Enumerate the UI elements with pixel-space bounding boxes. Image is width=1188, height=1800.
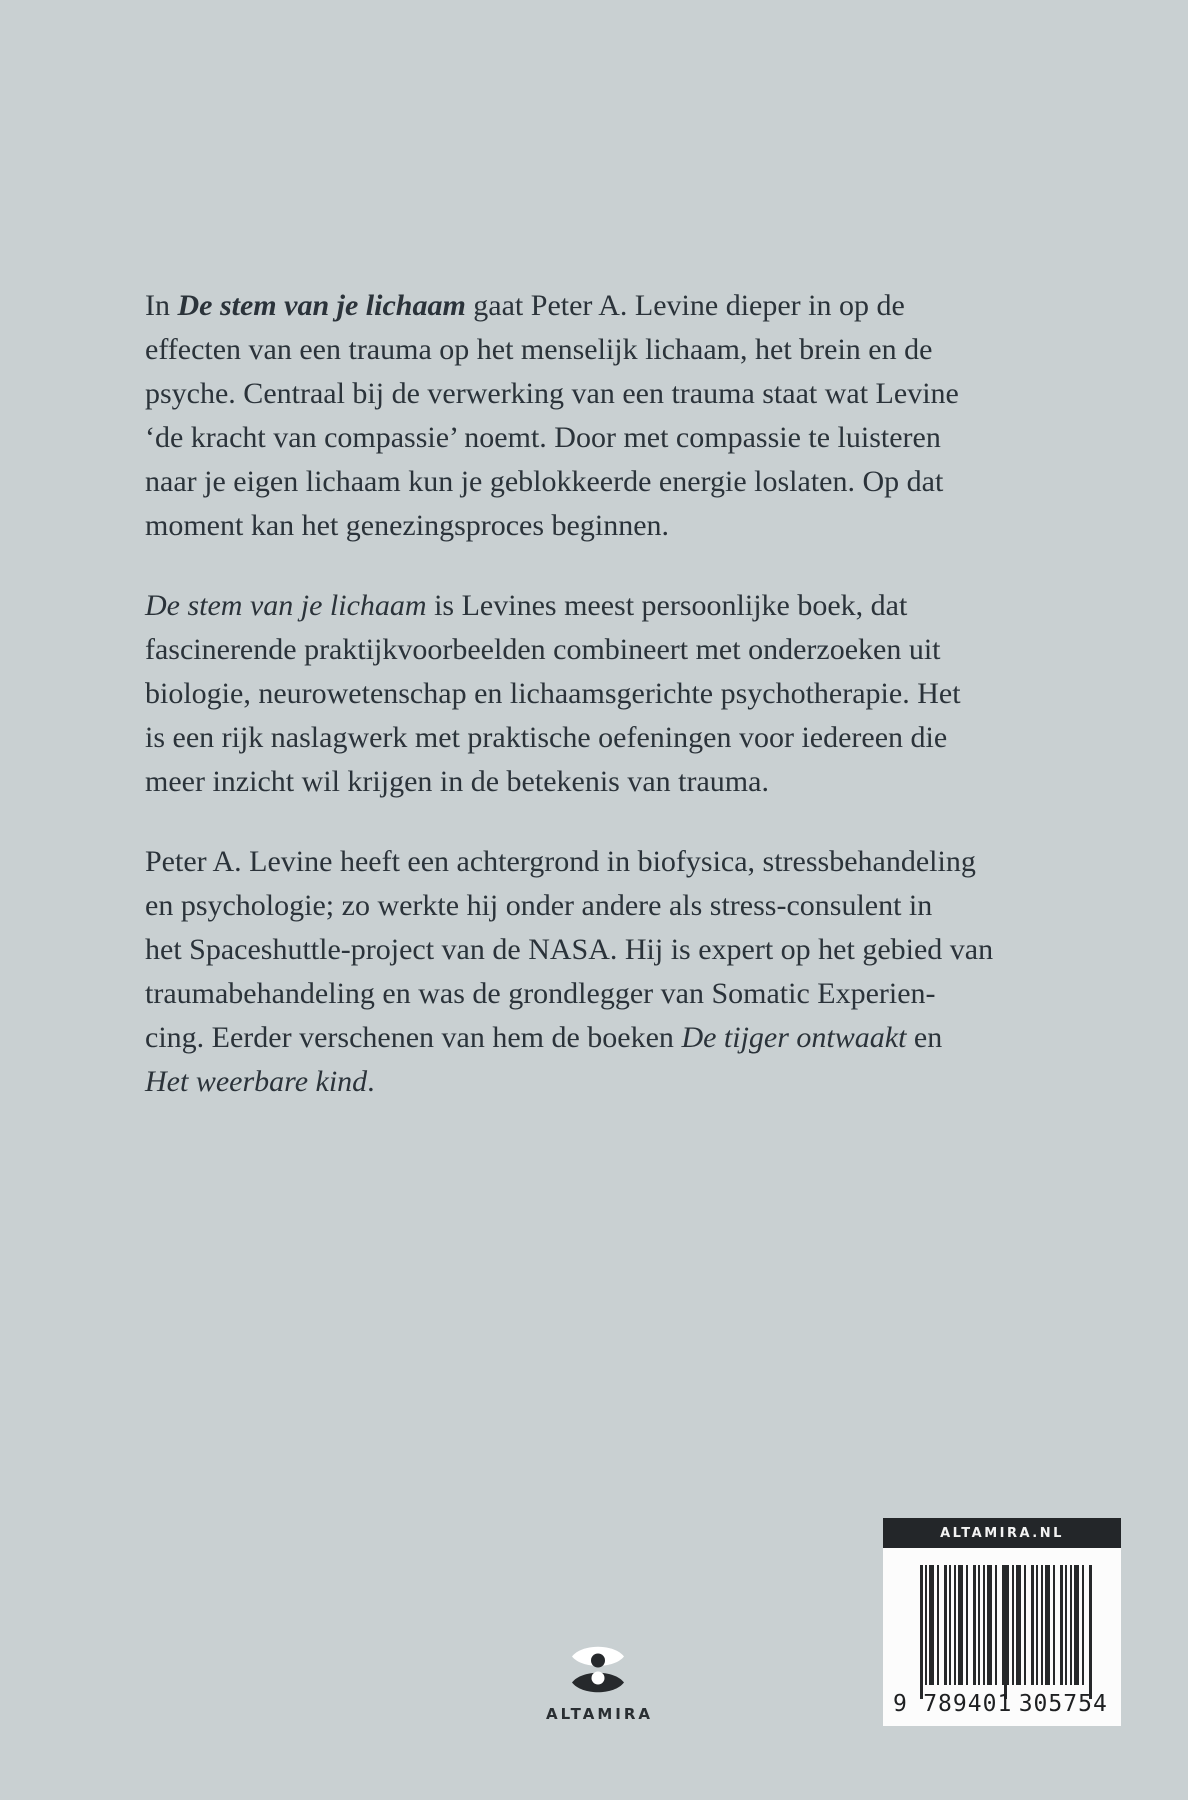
- text-line: traumabehandeling en was de grondlegger van Somatic Experien-: [145, 977, 936, 1010]
- text-line: ‘de kracht van compassie’ noemt. Door met compassie te luisteren: [145, 421, 941, 454]
- book-title-italic: De stem van je lichaam: [145, 589, 427, 622]
- publisher-url-band: ALTAMIRA.NL: [883, 1518, 1121, 1548]
- text-line: fascinerende praktijkvoorbeelden combineert met onderzoeken uit: [145, 633, 941, 666]
- text-line: is een rijk naslagwerk met praktische oefeningen voor iedereen die: [145, 721, 948, 754]
- isbn-digit-group: 305754: [1018, 1691, 1108, 1717]
- back-cover-text: [145, 284, 1105, 1140]
- isbn-digits: [893, 1691, 1111, 1717]
- text-line: [145, 584, 1105, 628]
- barcode-guard-bar: [1089, 1565, 1092, 1699]
- paragraph-2: [145, 584, 1105, 804]
- paragraph-3: [145, 840, 1105, 1104]
- publisher-logo: [518, 1643, 678, 1723]
- text-line: het Spaceshuttle-project van de NASA. Hij is expert op het gebied van: [145, 933, 994, 966]
- text-line: psyche. Centraal bij de verwerking van een trauma staat wat Levine: [145, 377, 959, 410]
- text-line: moment kan het genezingsproces beginnen.: [145, 509, 670, 542]
- text-line: naar je eigen lichaam kun je geblokkeerde energie loslaten. Op dat: [145, 465, 944, 498]
- book-title-italic: Het weerbare kind: [145, 1065, 368, 1098]
- book-title-italic: De tijger ontwaakt: [681, 1021, 907, 1054]
- text-run: gaat Peter A. Levine dieper in op de: [465, 289, 905, 322]
- text-line: [145, 1060, 1105, 1104]
- book-title-bold-italic: De stem van je lichaam: [177, 289, 466, 322]
- publisher-name: ALTAMIRA: [545, 1705, 654, 1723]
- isbn-digit-group: 9: [893, 1691, 907, 1717]
- paragraph-1: [145, 284, 1105, 548]
- text-run: .: [367, 1065, 375, 1098]
- text-line: meer inzicht wil krijgen in de betekenis van trauma.: [145, 765, 769, 798]
- barcode-block: [883, 1518, 1121, 1726]
- barcode-label: [883, 1548, 1121, 1726]
- text-run: cing. Eerder verschenen van hem de boeken: [145, 1021, 682, 1054]
- barcode-guard-bar: [920, 1565, 923, 1699]
- altamira-double-eye-icon: [570, 1643, 626, 1697]
- text-run: is Levines meest persoonlijke boek, dat: [426, 589, 908, 622]
- text-run: In: [145, 289, 178, 322]
- text-line: en psychologie; zo werkte hij onder andere als stress-consulent in: [145, 889, 933, 922]
- text-line: Peter A. Levine heeft een achtergrond in biofysica, stressbehandeling: [145, 845, 976, 878]
- isbn-digit-group: 789401: [923, 1691, 1013, 1717]
- text-line: [145, 1016, 1105, 1060]
- text-run: en: [906, 1021, 943, 1054]
- text-line: [145, 284, 1105, 328]
- text-line: biologie, neurowetenschap en lichaamsgerichte psychotherapie. Het: [145, 677, 961, 710]
- text-line: effecten van een trauma op het menselijk lichaam, het brein en de: [145, 333, 933, 366]
- barcode-guard-bar: [1004, 1565, 1007, 1699]
